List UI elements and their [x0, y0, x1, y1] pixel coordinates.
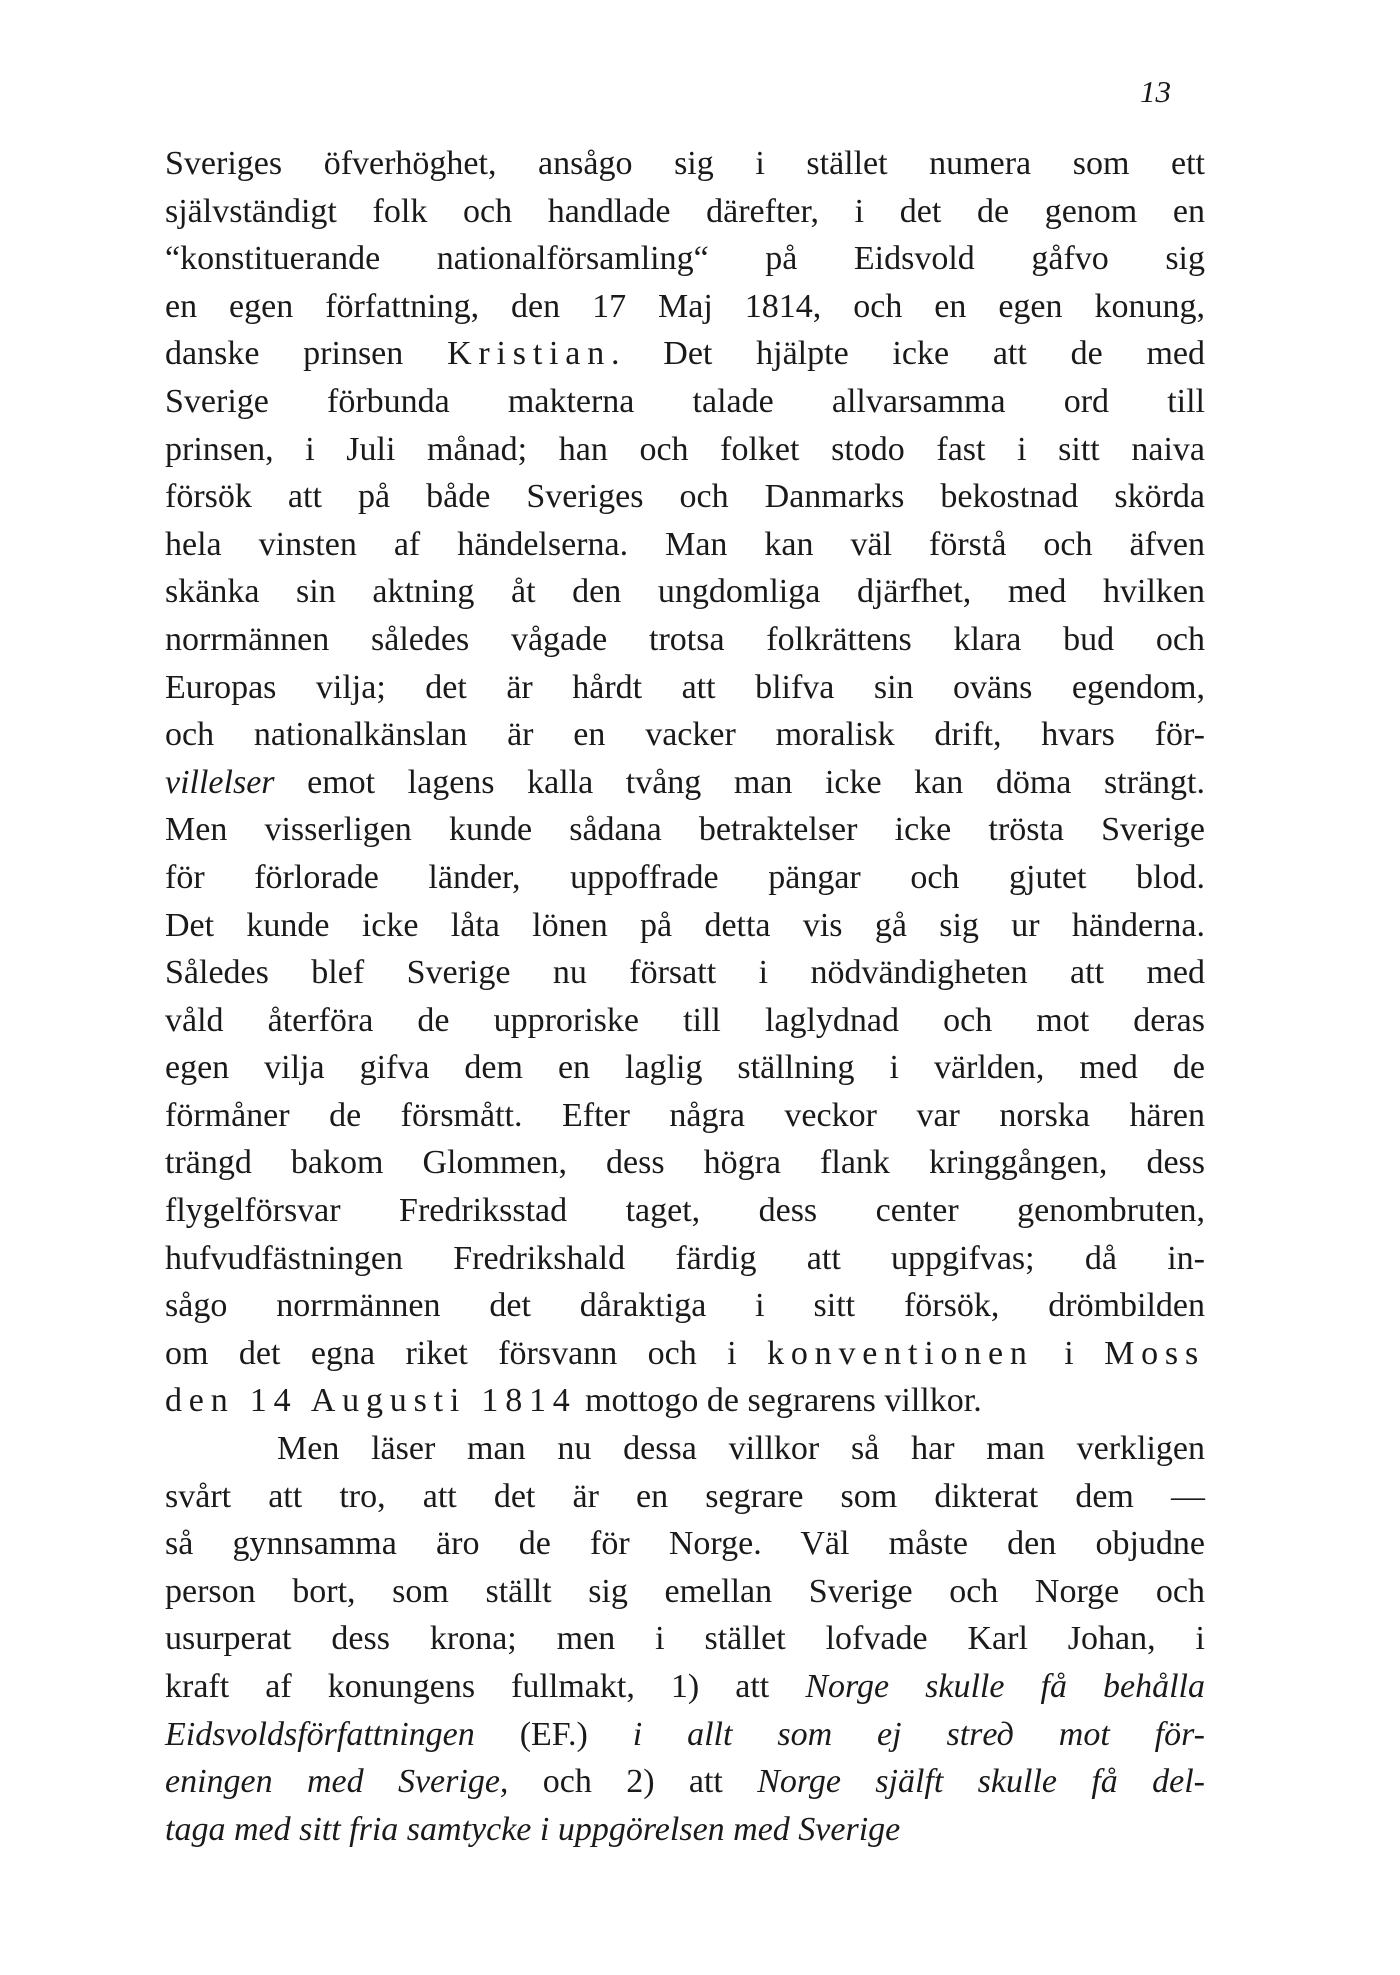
text-segment: danske prinsen [165, 335, 448, 373]
text-line [165, 188, 1205, 236]
text-segment: Det kunde icke låta lönen på detta vis gå sig ur händerna. [165, 906, 1205, 944]
text-line [165, 759, 1205, 807]
italic-text: Eidsvoldsförfattningen [165, 1715, 475, 1753]
text-segment: försök att på både Sveriges och Danmarks bekostnad skörda [165, 478, 1205, 516]
text-line [165, 616, 1205, 664]
text-segment: Men visserligen kunde sådana betraktelser icke trösta Sverige [165, 811, 1205, 849]
text-segment: usurperat dess krona; men i stället lofvade Karl Johan, i [165, 1620, 1205, 1658]
text-segment: mottogo de segrarens villkor. [576, 1382, 982, 1420]
text-line [165, 1092, 1205, 1140]
text-line [165, 1425, 1205, 1473]
text-line [165, 1377, 1205, 1425]
italic-text: Norge själft skulle få del- [757, 1763, 1205, 1801]
text-line [165, 283, 1205, 331]
text-segment: en egen författning, den 17 Maj 1814, och en egen konung, [165, 287, 1205, 325]
text-line [165, 854, 1205, 902]
text-segment: hufvudfästningen Fredrikshald färdig att uppgifvas; då in- [165, 1239, 1205, 1277]
italic-text: i allt som ej strед mot för- [632, 1715, 1205, 1753]
text-line [165, 1520, 1205, 1568]
text-line [165, 568, 1205, 616]
text-segment: så gynnsamma äro de för Norge. Väl måste den objudne [165, 1525, 1205, 1563]
spaced-text: Moss [1104, 1334, 1205, 1372]
text-segment: och 2) att [508, 1763, 758, 1801]
text-line [165, 711, 1205, 759]
page-number: 13 [1140, 74, 1171, 109]
text-segment: emot lagens kalla tvång man icke kan döma strängt. [274, 763, 1205, 801]
text-segment: Således blef Sverige nu försatt i nödvändigheten att med [165, 954, 1205, 992]
text-segment: . Det hjälpte icke att de med [611, 335, 1205, 373]
text-segment: i [1033, 1334, 1105, 1372]
text-line [165, 1711, 1205, 1759]
spaced-text: den 14 Augusti 1814 [165, 1382, 577, 1420]
italic-text: eningen med Sverige, [165, 1763, 509, 1801]
text-line [165, 806, 1205, 854]
text-line [165, 426, 1205, 474]
text-segment: våld återföra de upproriske till laglydnad och mot deras [165, 1001, 1205, 1039]
text-line [165, 1330, 1205, 1378]
text-line [165, 949, 1205, 997]
text-segment: svårt att tro, att det är en segrare som dikterat dem — [165, 1477, 1205, 1515]
text-segment: Sveriges öfverhöghet, ansågo sig i stället numera som ett [165, 145, 1205, 182]
text-line [165, 140, 1205, 188]
text-line [165, 473, 1205, 521]
text-segment: egen vilja gifva dem en laglig ställning i världen, med de [165, 1049, 1205, 1087]
text-line [165, 1235, 1205, 1283]
text-segment: “konstituerande nationalförsamling“ på Eidsvold gåfvo sig [165, 240, 1205, 278]
text-line [165, 997, 1205, 1045]
body-text [165, 140, 1205, 1853]
text-segment: kraft af konungens fullmakt, 1) att [165, 1668, 806, 1705]
text-segment: prinsen, i Juli månad; han och folket stodo fast i sitt naiva [165, 430, 1205, 468]
text-segment: Europas vilja; det är hårdt att blifva sin oväns egendom, [165, 668, 1205, 706]
text-segment: person bort, som ställt sig emellan Sverige och Norge och [165, 1572, 1205, 1610]
italic-text: Norge skulle få behålla [805, 1668, 1205, 1705]
italic-text: taga med sitt fria samtycke i uppgörelsen med Sverige [165, 1810, 901, 1848]
text-segment: (EF.) [474, 1715, 633, 1753]
text-line [165, 1473, 1205, 1521]
text-line [165, 1139, 1205, 1187]
text-line [165, 1187, 1205, 1235]
text-segment: om det egna riket försvann och i [165, 1334, 768, 1372]
text-segment: hela vinsten af händelserna. Man kan väl förstå och äfven [165, 525, 1205, 563]
text-segment: Sverige förbunda makterna talade allvarsamma ord till [165, 382, 1205, 420]
text-segment: förmåner de försmått. Efter några veckor var norska hären [165, 1096, 1205, 1134]
text-line [165, 1806, 1205, 1854]
text-line [165, 1758, 1205, 1806]
text-line [165, 1615, 1205, 1663]
text-segment: flygelförsvar Fredriksstad taget, dess center genombruten, [165, 1192, 1205, 1230]
text-line [165, 1044, 1205, 1092]
text-line [165, 1282, 1205, 1330]
text-line [165, 1663, 1205, 1711]
text-line [165, 378, 1205, 426]
text-segment: självständigt folk och handlade därefter, i det de genom en [165, 192, 1205, 230]
spaced-text: konventionen [767, 1334, 1034, 1372]
text-segment: norrmännen således vågade trotsa folkrättens klara bud och [165, 620, 1205, 658]
italic-text: villelser [165, 763, 275, 801]
spaced-text: Kristian [447, 335, 611, 373]
text-segment: Men läser man nu dessa villkor så har man verkligen [277, 1430, 1205, 1468]
text-segment: skänka sin aktning åt den ungdomliga djärfhet, med hvilken [165, 573, 1205, 611]
text-line [165, 235, 1205, 283]
text-line [165, 330, 1205, 378]
text-segment: för förlorade länder, uppoffrade pängar och gjutet blod. [165, 858, 1205, 896]
text-line [165, 664, 1205, 712]
text-line [165, 1568, 1205, 1616]
text-line [165, 521, 1205, 569]
text-segment: trängd bakom Glommen, dess högra flank kringgången, dess [165, 1144, 1205, 1182]
text-line [165, 902, 1205, 950]
text-segment: sågo norrmännen det dåraktiga i sitt försök, drömbilden [165, 1287, 1205, 1325]
text-segment: och nationalkänslan är en vacker moralisk drift, hvars för- [165, 716, 1205, 754]
